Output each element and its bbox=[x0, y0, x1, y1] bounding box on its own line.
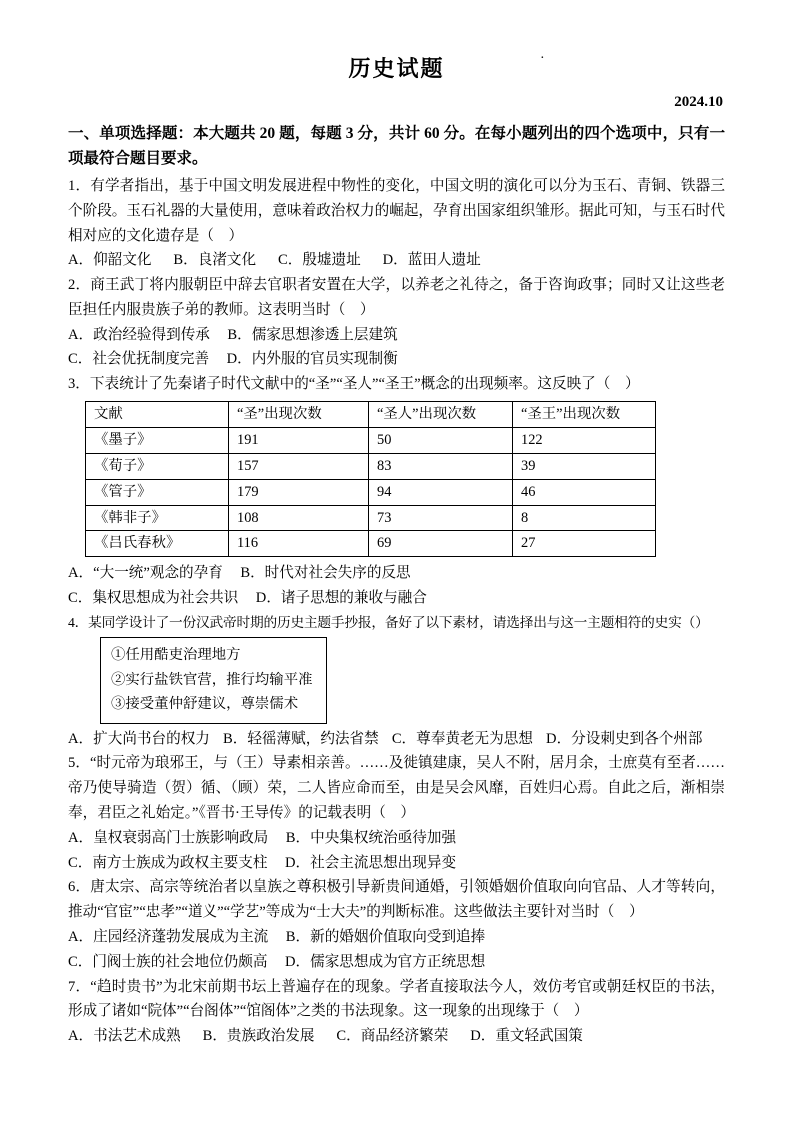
question-2-option-c: C．社会优抚制度完善 bbox=[68, 351, 210, 368]
question-6-option-d: D．儒家思想成为官方正统思想 bbox=[284, 953, 486, 970]
question-5 bbox=[68, 751, 725, 875]
table-cell: 8 bbox=[513, 505, 656, 531]
table-row bbox=[86, 453, 656, 479]
question-6-option-c: C．门阀士族的社会地位仍颇高 bbox=[68, 953, 268, 970]
question-5-options-row-1 bbox=[68, 826, 725, 851]
question-4-option-c: C．尊奉黄老无为思想 bbox=[391, 730, 533, 747]
question-6-option-b: B．新的婚姻价值取向受到追捧 bbox=[285, 929, 486, 946]
stray-mark: · bbox=[540, 51, 545, 66]
question-5-option-a: A．皇权衰弱高门士族影响政局 bbox=[68, 829, 269, 846]
question-6 bbox=[68, 875, 725, 974]
question-1-stem: 1．有学者指出，基于中国文明发展进程中物性的变化，中国文明的演化可以分为玉石、青铜、铁器三个阶段。玉石礼器的大量使用，意味着政治权力的崛起，孕育出国家组织雏形。据此可知，与玉石时代相对应的文化遗存是（ ） bbox=[68, 177, 725, 244]
question-4-option-a: A．扩大尚书台的权力 bbox=[68, 730, 210, 747]
table-cell: 39 bbox=[513, 453, 656, 479]
question-4-options bbox=[68, 727, 725, 752]
table-cell: 《吕氏春秋》 bbox=[86, 531, 229, 557]
question-3-options-row-2 bbox=[68, 586, 725, 611]
section-instructions: 一、单项选择题：本大题共 20 题，每题 3 分，共计 60 分。在每小题列出的四个选项中，只有一项最符合题目要求。 bbox=[68, 124, 725, 167]
question-1 bbox=[68, 174, 725, 273]
question-4-stem: 4．某同学设计了一份汉武帝时期的历史主题手抄报，备好了以下素材，请选择出与这一主题相符的史实（） bbox=[68, 614, 709, 630]
table-cell: 27 bbox=[513, 531, 656, 557]
material-item-3: ③接受董仲舒建议，尊崇儒术 bbox=[111, 696, 299, 713]
question-3-option-a: A．“大一统”观念的孕育 bbox=[68, 565, 223, 582]
question-4 bbox=[68, 611, 725, 752]
question-2-option-d: D．内外服的官员实现制衡 bbox=[226, 351, 398, 368]
table-cell: 《管子》 bbox=[86, 479, 229, 505]
table-header-shengren: “圣人”出现次数 bbox=[369, 402, 513, 428]
question-3-options-row-1 bbox=[68, 561, 725, 586]
question-2-stem: 2．商王武丁将内服朝臣中辞去官职者安置在大学，以养老之礼待之，备于咨询政事；同时又让这些老臣担任内服贵族子弟的教师。这表明当时（ ） bbox=[68, 277, 725, 318]
question-5-stem: 5．“时元帝为琅邪王，与（王）导素相亲善。……及徙镇建康，吴人不附，居月余，士庶莫有至者……帝乃使导骑造（贺）循、（顾）荣，二人皆应命而至，由是吴会风靡，百姓归心焉。自此之后，渐相崇奉，君臣之礼始定。”《晋书·王导传》的记载表明（ ） bbox=[68, 755, 725, 822]
table-cell: 《韩非子》 bbox=[86, 505, 229, 531]
question-6-option-a: A．庄园经济蓬勃发展成为主流 bbox=[68, 929, 269, 946]
question-7-stem: 7．“趋时贵书”为北宋前期书坛上普遍存在的现象。学者直接取法今人，效仿考官或朝廷权臣的书法，形成了诸如“院体”“台阁体”“馆阁体”之类的书法现象。这一现象的出现缘于（ ） bbox=[68, 978, 725, 1020]
table-cell: 108 bbox=[229, 505, 369, 531]
table-row bbox=[86, 427, 656, 453]
question-7-option-d: D．重文轻武国策 bbox=[470, 1028, 583, 1045]
table-header-sheng: “圣”出现次数 bbox=[229, 402, 369, 428]
table-cell: 46 bbox=[513, 479, 656, 505]
question-5-option-b: B．中央集权统治亟待加强 bbox=[285, 829, 457, 846]
table-cell: 《荀子》 bbox=[86, 453, 229, 479]
frequency-table bbox=[85, 401, 656, 557]
table-header-document: 文献 bbox=[86, 402, 229, 428]
question-3-stem: 3．下表统计了先秦诸子时代文献中的“圣”“圣人”“圣王”概念的出现频率。这反映了（ ） bbox=[68, 376, 640, 393]
question-2-options-row-2 bbox=[68, 347, 725, 372]
table-cell: 50 bbox=[369, 427, 513, 453]
question-3 bbox=[68, 372, 725, 611]
question-6-options-row-1 bbox=[68, 925, 725, 950]
table-cell: 83 bbox=[369, 453, 513, 479]
question-7-option-b: B．贵族政治发展 bbox=[202, 1028, 315, 1045]
page-title: 历史试题 bbox=[348, 56, 445, 81]
material-item-1: ①任用酷吏治理地方 bbox=[111, 647, 241, 664]
question-3-option-d: D．诸子思想的兼收与融合 bbox=[255, 590, 427, 607]
table-cell: 69 bbox=[369, 531, 513, 557]
question-2-option-b: B．儒家思想渗透上层建筑 bbox=[227, 326, 398, 343]
question-7-options bbox=[68, 1024, 725, 1049]
question-7-option-c: C．商品经济繁荣 bbox=[336, 1028, 449, 1045]
question-1-option-a: A．仰韶文化 bbox=[68, 252, 152, 269]
question-2-options-row-1 bbox=[68, 323, 725, 348]
question-1-option-d: D．蓝田人遗址 bbox=[382, 252, 481, 269]
table-cell: 116 bbox=[229, 531, 369, 557]
question-1-option-c: C．殷墟遗址 bbox=[278, 252, 361, 269]
table-cell: 179 bbox=[229, 479, 369, 505]
table-row bbox=[86, 505, 656, 531]
question-3-option-c: C．集权思想成为社会共识 bbox=[68, 590, 239, 607]
table-cell: 157 bbox=[229, 453, 369, 479]
question-7-option-a: A．书法艺术成熟 bbox=[68, 1028, 181, 1045]
table-header-shengwang: “圣王”出现次数 bbox=[513, 402, 656, 428]
question-2-option-a: A．政治经验得到传承 bbox=[68, 326, 210, 343]
question-3-option-b: B．时代对社会失序的反思 bbox=[240, 565, 411, 582]
question-1-options bbox=[68, 248, 725, 273]
table-cell: 122 bbox=[513, 427, 656, 453]
question-7 bbox=[68, 975, 725, 1049]
exam-date: 2024.10 bbox=[674, 93, 723, 110]
question-5-option-c: C．南方士族成为政权主要支柱 bbox=[68, 854, 268, 871]
table-cell: 《墨子》 bbox=[86, 427, 229, 453]
material-item-2: ②实行盐铁官营，推行均输平准 bbox=[111, 671, 313, 688]
question-6-stem: 6．唐太宗、高宗等统治者以皇族之尊积极引导新贵间通婚，引领婚姻价值取向向官品、人才等转向，推动“官宦”“忠孝”“道义”“学艺”等成为“士大夫”的判断标准。这些做法主要针对当时（ ） bbox=[68, 879, 725, 921]
material-box bbox=[100, 637, 327, 723]
question-4-option-b: B．轻徭薄赋，约法省禁 bbox=[223, 730, 379, 747]
table-cell: 73 bbox=[369, 505, 513, 531]
table-header-row bbox=[86, 402, 656, 428]
question-6-options-row-2 bbox=[68, 950, 725, 975]
table-row bbox=[86, 531, 656, 557]
table-cell: 191 bbox=[229, 427, 369, 453]
table-cell: 94 bbox=[369, 479, 513, 505]
question-2 bbox=[68, 273, 725, 372]
question-1-option-b: B．良渚文化 bbox=[173, 252, 257, 269]
question-5-options-row-2 bbox=[68, 851, 725, 876]
table-row bbox=[86, 479, 656, 505]
question-4-option-d: D．分设刺史到各个州部 bbox=[546, 730, 703, 747]
question-5-option-d: D．社会主流思想出现异变 bbox=[284, 854, 457, 871]
